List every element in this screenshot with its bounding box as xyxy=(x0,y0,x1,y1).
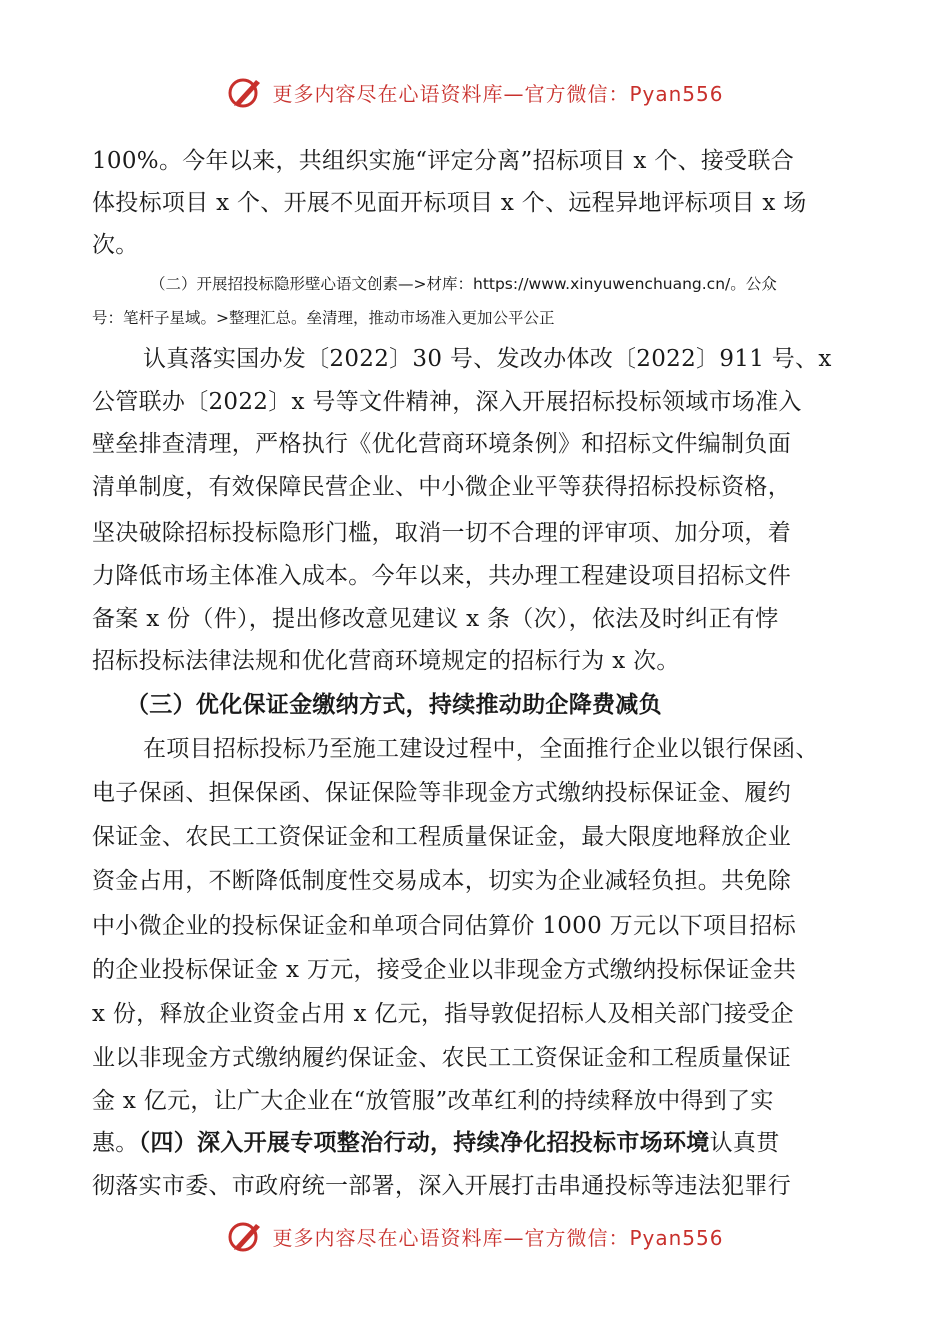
text-line: 号：笔杆子星域。>整理汇总。垒清理，推动市场准入更加公平公正 xyxy=(92,309,555,327)
pen-logo-icon xyxy=(226,72,266,112)
text-line: 中小微企业的投标保证金和单项合同估算价 1000 万元以下项目招标 xyxy=(92,913,797,939)
text-line: 资金占用，不断降低制度性交易成本，切实为企业减轻负担。共免除 xyxy=(92,868,791,894)
text-line: 清单制度，有效保障民营企业、中小微企业平等获得招标投标资格， xyxy=(92,474,791,500)
text-line: 备案 x 份（件），提出修改意见建议 x 条（次），依法及时纠正有悖 xyxy=(92,606,779,632)
text-line xyxy=(92,1128,950,1158)
text-fragment: 认真贯 xyxy=(709,1130,780,1156)
banner-text: 更多内容尽在心语资料库—官方微信：Pyan556 xyxy=(272,1225,724,1250)
text-line: 力降低市场主体准入成本。今年以来，共办理工程建设项目招标文件 xyxy=(92,563,791,589)
text-line: 在项目招标投标乃至施工建设过程中，全面推行企业以银行保函、 xyxy=(143,736,819,762)
text-line: 彻落实市委、市政府统一部署，深入开展打击串通投标等违法犯罪行 xyxy=(92,1173,791,1199)
text-line: 坚决破除招标投标隐形门槛，取消一切不合理的评审项、加分项，着 xyxy=(92,520,791,546)
text-line: （二）开展招投标隐形壁心语文创素—>材库：https://www.xinyuwenchuang.cn/。公众 xyxy=(150,275,777,293)
section-heading: （三）优化保证金缴纳方式，持续推动助企降费减负 xyxy=(126,691,662,718)
section-heading: （四）深入开展专项整治行动，持续净化招投标市场环境 xyxy=(138,1129,710,1156)
pen-logo-icon xyxy=(226,1216,266,1256)
text-line: 保证金、农民工工资保证金和工程质量保证金，最大限度地释放企业 xyxy=(92,824,791,850)
text-line: 业以非现金方式缴纳履约保证金、农民工工资保证金和工程质量保证 xyxy=(92,1045,791,1071)
text-line: 100%。今年以来，共组织实施“评定分离”招标项目 x 个、接受联合 xyxy=(92,148,795,174)
header-banner xyxy=(0,72,950,112)
text-line: 招标投标法律法规和优化营商环境规定的招标行为 x 次。 xyxy=(92,648,680,674)
text-line: 的企业投标保证金 x 万元，接受企业以非现金方式缴纳投标保证金共 xyxy=(92,957,797,983)
text-line: 公管联办〔2022〕x 号等文件精神，深入开展招标投标领域市场准入 xyxy=(92,389,802,415)
text-line: 电子保函、担保保函、保证保险等非现金方式缴纳投标保证金、履约 xyxy=(92,780,791,806)
text-line: 认真落实国办发〔2022〕30 号、发改办体改〔2022〕911 号、x xyxy=(143,346,832,372)
text-line: 金 x 亿元，让广大企业在“放管服”改革红利的持续释放中得到了实 xyxy=(92,1088,774,1114)
text-line: 次。 xyxy=(92,232,139,258)
text-fragment: 惠。 xyxy=(92,1130,139,1156)
text-line: 壁垒排查清理，严格执行《优化营商环境条例》和招标文件编制负面 xyxy=(92,431,791,457)
text-line: x 份，释放企业资金占用 x 亿元，指导敦促招标人及相关部门接受企 xyxy=(92,1001,794,1027)
footer-banner xyxy=(0,1216,950,1256)
banner-text: 更多内容尽在心语资料库—官方微信：Pyan556 xyxy=(272,81,724,106)
text-line: 体投标项目 x 个、开展不见面开标项目 x 个、远程异地评标项目 x 场 xyxy=(92,190,807,216)
